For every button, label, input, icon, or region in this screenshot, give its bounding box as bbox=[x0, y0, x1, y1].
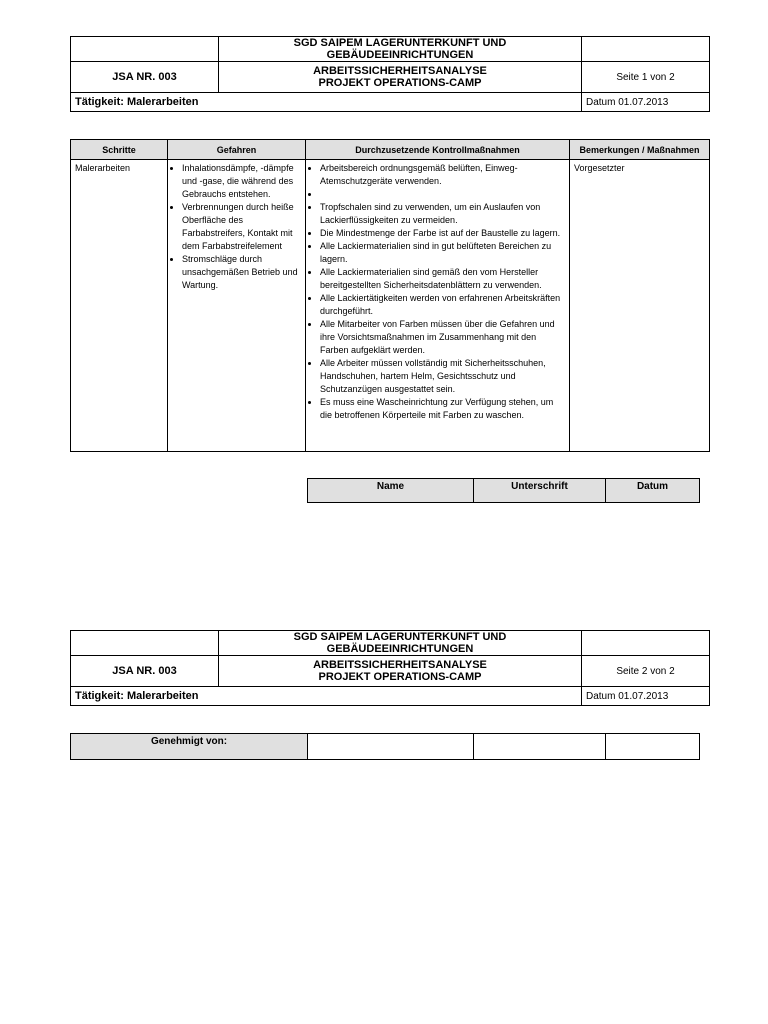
approval-signature-field[interactable] bbox=[474, 734, 606, 760]
page-number: Seite 2 von 2 bbox=[582, 656, 710, 687]
column-header-remarks: Bemerkungen / Maßnahmen bbox=[570, 140, 710, 160]
signature-signature-header: Unterschrift bbox=[474, 479, 606, 503]
control-item: • Tropfschalen sind zu verwenden, um ein Auslaufen von Lackierflüssigkeiten zu vermeiden. bbox=[320, 201, 566, 227]
activity-label: Tätigkeit: Malerarbeiten bbox=[71, 687, 582, 706]
column-header-steps: Schritte bbox=[71, 140, 168, 160]
header-table-page1 bbox=[70, 36, 710, 112]
company-name: SGD SAIPEM LAGERUNTERKUNFT UND GEBÄUDEEINRICHTUNGEN bbox=[219, 37, 582, 62]
title-line-1: ARBEITSSICHERHEITSANALYSE bbox=[313, 659, 487, 671]
document-title bbox=[219, 656, 582, 687]
header-table-page2 bbox=[70, 630, 710, 706]
hazard-item: • Inhalationsdämpfe, -dämpfe und -gase, die während des Gebrauchs entstehen. bbox=[182, 162, 302, 201]
signature-name-header: Name bbox=[308, 479, 474, 503]
remarks-cell: Vorgesetzter bbox=[570, 160, 710, 452]
hazard-item: • Verbrennungen durch heiße Oberfläche des Farbabstreifers, Kontakt mit dem Farbabstreifelement bbox=[182, 201, 302, 253]
hazards-cell bbox=[168, 160, 306, 452]
control-item: • Alle Lackiermaterialien sind gemäß den vom Hersteller bereitgestellten Sicherheitsdatenblättern zu verwenden. bbox=[320, 266, 566, 292]
activity-label: Tätigkeit: Malerarbeiten bbox=[71, 93, 582, 112]
control-item: • Die Mindestmenge der Farbe ist auf der Baustelle zu lagern. bbox=[320, 227, 566, 240]
control-item: • Alle Lackiertätigkeiten werden von erfahrenen Arbeitskräften durchgeführt. bbox=[320, 292, 566, 318]
approval-table bbox=[70, 733, 700, 760]
header-empty-cell bbox=[582, 631, 710, 656]
step-cell: Malerarbeiten bbox=[71, 160, 168, 452]
header-empty-cell bbox=[582, 37, 710, 62]
date-label: Datum 01.07.2013 bbox=[582, 687, 710, 706]
analysis-table bbox=[70, 139, 710, 452]
control-item: • Alle Lackiermaterialien sind in gut belüfteten Bereichen zu lagern. bbox=[320, 240, 566, 266]
controls-cell bbox=[306, 160, 570, 452]
signature-table bbox=[307, 478, 700, 503]
approved-by-label: Genehmigt von: bbox=[71, 734, 308, 760]
control-item bbox=[320, 188, 566, 201]
company-name: SGD SAIPEM LAGERUNTERKUNFT UND GEBÄUDEEINRICHTUNGEN bbox=[219, 631, 582, 656]
document-title bbox=[219, 62, 582, 93]
header-empty-cell bbox=[71, 37, 219, 62]
control-item: • Alle Arbeiter müssen vollständig mit Sicherheitsschuhen, Handschuhen, hartem Helm, Gesichtsschutz und Schutzanzügen ausgestattet sein. bbox=[320, 357, 566, 396]
jsa-number: JSA NR. 003 bbox=[71, 656, 219, 687]
title-line-1: ARBEITSSICHERHEITSANALYSE bbox=[313, 65, 487, 77]
title-line-2: PROJEKT OPERATIONS-CAMP bbox=[318, 671, 482, 683]
header-empty-cell bbox=[71, 631, 219, 656]
approval-date-field[interactable] bbox=[606, 734, 700, 760]
title-line-2: PROJEKT OPERATIONS-CAMP bbox=[318, 77, 482, 89]
control-item: • Es muss eine Wascheinrichtung zur Verfügung stehen, um die betroffenen Körperteile mit Farben zu waschen. bbox=[320, 396, 566, 422]
control-item: • Arbeitsbereich ordnungsgemäß belüften, Einweg-Atemschutzgeräte verwenden. bbox=[320, 162, 566, 188]
jsa-number: JSA NR. 003 bbox=[71, 62, 219, 93]
hazard-item: • Stromschläge durch unsachgemäßen Betrieb und Wartung. bbox=[182, 253, 302, 292]
column-header-controls: Durchzusetzende Kontrollmaßnahmen bbox=[306, 140, 570, 160]
page-number: Seite 1 von 2 bbox=[582, 62, 710, 93]
column-header-hazards: Gefahren bbox=[168, 140, 306, 160]
signature-date-header: Datum bbox=[606, 479, 700, 503]
approval-name-field[interactable] bbox=[308, 734, 474, 760]
date-label: Datum 01.07.2013 bbox=[582, 93, 710, 112]
control-item: • Alle Mitarbeiter von Farben müssen über die Gefahren und ihre Vorsichtsmaßnahmen im Zusammenhang mit den Farben aufgeklärt werden. bbox=[320, 318, 566, 357]
